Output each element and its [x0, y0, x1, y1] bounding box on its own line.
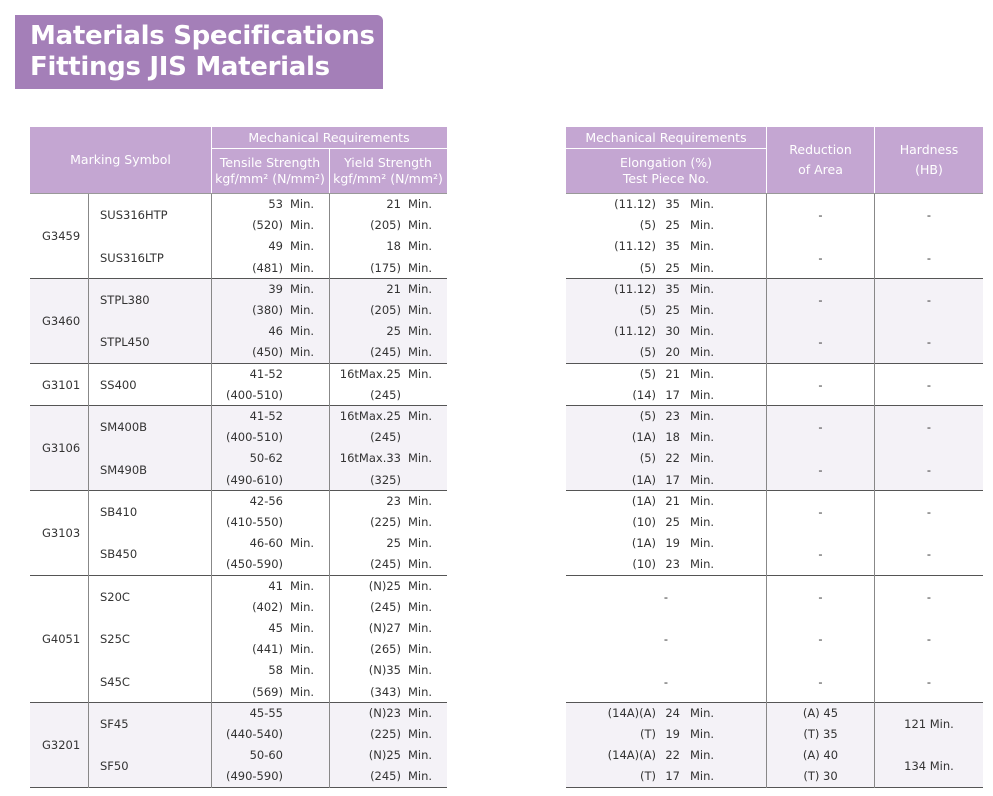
tensile-min: Min. [290, 578, 315, 593]
elongation-test-piece: (5) [639, 260, 656, 275]
tensile-min: Min. [290, 684, 315, 699]
elongation-value: 23 [665, 409, 680, 423]
yield-value: (175) [370, 260, 401, 275]
jis-code: G3106 [42, 441, 81, 456]
tensile-min: Min. [290, 599, 315, 614]
tensile-value: (450) [252, 345, 283, 360]
yield-value: (225) [370, 727, 401, 741]
yield-min: Min. [408, 599, 433, 614]
yield-value: (N)23 [368, 705, 401, 720]
elongation-test-piece: (1A) [631, 430, 656, 445]
reduction-value: - [818, 377, 823, 392]
yield-min: Min. [408, 663, 433, 678]
column-divider [88, 194, 89, 788]
elongation-value: 21 [665, 366, 680, 381]
yield-min: Min. [408, 536, 433, 551]
elongation-test-piece: (14A)(A) [607, 705, 656, 720]
yield-min: Min. [408, 557, 433, 572]
elongation-min: Min. [690, 769, 715, 784]
header-tensile-strength: Tensile Strength kgf/mm² (N/mm²) [211, 149, 329, 193]
elongation-min: Min. [690, 281, 715, 296]
tensile-min: Min. [290, 642, 315, 657]
elongation-min: Min. [690, 705, 715, 720]
elongation-min: Min. [690, 451, 715, 466]
tensile-value: (380) [252, 303, 283, 317]
hardness-value: - [926, 250, 932, 265]
yield-value: (245) [370, 345, 401, 360]
tensile-value: 41-52 [249, 409, 283, 423]
elongation-min: Min. [690, 536, 715, 551]
tensile-value: 42-56 [249, 493, 283, 508]
elongation-value: 35 [665, 197, 680, 211]
elongation-min: Min. [690, 260, 715, 275]
elongation-test-piece: (1A) [631, 493, 656, 508]
elongation-test-piece: (5) [639, 218, 656, 233]
reduction-value: - [818, 335, 823, 350]
hardness-value: 134 Min. [904, 759, 954, 774]
elongation-test-piece: (5) [639, 345, 656, 360]
yield-value: (265) [370, 642, 401, 657]
tensile-value: 50-60 [249, 748, 283, 763]
yield-min: Min. [408, 281, 433, 296]
yield-value: (245) [370, 599, 401, 614]
yield-min: Min. [408, 197, 433, 211]
elongation-test-piece: (1A) [631, 472, 656, 487]
yield-value: (245) [370, 769, 401, 784]
elongation-value: 25 [665, 515, 680, 529]
tensile-value: (481) [252, 260, 283, 275]
elongation-value: 22 [665, 451, 680, 466]
tensile-value: (400-510) [225, 387, 283, 402]
header-elongation: Elongation (%) Test Piece No. [566, 149, 766, 193]
reduction-value: - [818, 462, 823, 477]
reduction-value: - [818, 547, 823, 562]
marking-symbol: S25C [100, 632, 130, 647]
yield-value: 21 [386, 197, 401, 211]
marking-symbol: STPL380 [100, 293, 150, 307]
tensile-value: 50-62 [249, 451, 283, 466]
yield-value: 16tMax.25 [339, 409, 401, 423]
elongation-min: Min. [690, 409, 715, 423]
elongation-value: 23 [665, 557, 680, 572]
group-divider [30, 405, 447, 406]
elongation-min: Min. [690, 324, 715, 339]
elongation-min: Min. [690, 472, 715, 487]
tensile-value: (402) [252, 599, 283, 614]
reduction-value: (T) 30 [803, 769, 838, 784]
hardness-value: - [926, 377, 932, 392]
tensile-value: (410-550) [225, 515, 283, 529]
tensile-value: (520) [252, 218, 283, 233]
yield-min: Min. [408, 451, 433, 466]
tensile-value: 58 [268, 663, 283, 678]
elongation-min: Min. [690, 218, 715, 233]
elongation-min: Min. [690, 239, 715, 254]
group-divider [30, 363, 447, 364]
tensile-value: 41-52 [249, 366, 283, 381]
group-divider [566, 490, 983, 491]
elongation-test-piece: (5) [639, 303, 656, 317]
group-divider [566, 702, 983, 703]
yield-value: 21 [386, 281, 401, 296]
hardness-value: - [926, 632, 932, 647]
elongation-value: 25 [665, 260, 680, 275]
marking-symbol: S20C [100, 589, 130, 604]
yield-value: (N)35 [368, 663, 401, 678]
hardness-value: - [926, 462, 932, 477]
yield-value: (245) [370, 557, 401, 572]
yield-value: (205) [370, 303, 401, 317]
yield-min: Min. [408, 578, 433, 593]
elongation-min: Min. [690, 727, 715, 741]
yield-value: (N)25 [368, 748, 401, 763]
marking-symbol: SUS316LTP [100, 250, 164, 265]
elongation-value: 21 [665, 493, 680, 508]
yield-value: (343) [370, 684, 401, 699]
header-hardness: Hardness (HB) [875, 127, 983, 193]
elongation-dash: - [663, 589, 669, 604]
elongation-min: Min. [690, 493, 715, 508]
tensile-min: Min. [290, 536, 315, 551]
tensile-min: Min. [290, 324, 315, 339]
tensile-value: 45 [268, 621, 283, 635]
yield-min: Min. [408, 621, 433, 635]
reduction-value: (A) 40 [802, 748, 839, 763]
reduction-value: - [818, 208, 823, 223]
yield-value: 23 [386, 493, 401, 508]
column-divider [766, 194, 767, 788]
elongation-test-piece: (11.12) [614, 239, 656, 254]
elongation-min: Min. [690, 345, 715, 360]
reduction-value: (T) 35 [803, 727, 838, 741]
yield-value: (N)27 [368, 621, 401, 635]
tensile-value: (490-590) [225, 769, 283, 784]
elongation-test-piece: (5) [639, 366, 656, 381]
header-yield-strength: Yield Strength kgf/mm² (N/mm²) [329, 149, 447, 193]
jis-code: G3460 [42, 314, 81, 329]
tensile-value: 53 [268, 197, 283, 211]
hardness-value: 121 Min. [904, 717, 954, 731]
elongation-test-piece: (5) [639, 451, 656, 466]
tensile-value: 46-60 [249, 536, 283, 551]
yield-min: Min. [408, 303, 433, 317]
elongation-value: 17 [665, 472, 680, 487]
tensile-value: (441) [252, 642, 283, 657]
elongation-value: 22 [665, 748, 680, 763]
tensile-value: (569) [252, 684, 283, 699]
yield-value: (205) [370, 218, 401, 233]
title-banner [15, 15, 425, 89]
tensile-value: 49 [268, 239, 283, 254]
page-title-line-1: Materials Specifications for [30, 21, 425, 51]
reduction-value: - [818, 589, 823, 604]
group-divider [30, 702, 447, 703]
elongation-test-piece: (10) [632, 557, 656, 572]
yield-min: Min. [408, 493, 433, 508]
tensile-value: (450-590) [225, 557, 283, 572]
elongation-value: 19 [665, 727, 680, 741]
tensile-min: Min. [290, 663, 315, 678]
elongation-test-piece: (14) [632, 387, 656, 402]
elongation-test-piece: (10) [632, 515, 656, 529]
elongation-value: 25 [665, 218, 680, 233]
tensile-min: Min. [290, 621, 315, 635]
reduction-value: - [818, 632, 823, 647]
tensile-value: 45-55 [249, 705, 283, 720]
group-divider [566, 405, 983, 406]
tensile-value: 41 [268, 578, 283, 593]
tensile-value: (490-610) [225, 472, 283, 487]
elongation-value: 24 [665, 705, 680, 720]
marking-symbol: S45C [100, 674, 130, 689]
elongation-value: 35 [665, 281, 680, 296]
yield-min: Min. [408, 684, 433, 699]
yield-value: (245) [370, 387, 401, 402]
elongation-value: 30 [665, 324, 680, 339]
marking-symbol: SM490B [100, 462, 148, 477]
group-divider [30, 787, 447, 788]
tensile-min: Min. [290, 239, 315, 254]
yield-value: 25 [386, 536, 401, 551]
elongation-test-piece: (11.12) [614, 324, 656, 339]
tensile-value: (400-510) [225, 430, 283, 445]
reduction-value: (A) 45 [802, 705, 839, 720]
group-divider [30, 490, 447, 491]
yield-value: (245) [370, 430, 401, 445]
reduction-value: - [818, 420, 823, 435]
elongation-value: 35 [665, 239, 680, 254]
hardness-value: - [926, 420, 932, 435]
elongation-test-piece: (11.12) [614, 197, 656, 211]
yield-value: (325) [370, 472, 401, 487]
group-divider [30, 575, 447, 576]
jis-code: G3201 [42, 738, 81, 753]
yield-min: Min. [408, 748, 433, 763]
elongation-value: 20 [665, 345, 680, 360]
elongation-test-piece: (14A)(A) [607, 748, 656, 763]
elongation-min: Min. [690, 387, 715, 402]
tensile-value: 46 [268, 324, 283, 339]
elongation-min: Min. [690, 303, 715, 317]
hardness-value: - [926, 547, 932, 562]
yield-value: 25 [386, 324, 401, 339]
elongation-min: Min. [690, 366, 715, 381]
column-divider [874, 194, 875, 788]
tensile-min: Min. [290, 303, 315, 317]
marking-symbol: SB450 [100, 547, 138, 562]
tensile-value: (440-540) [225, 727, 283, 741]
yield-min: Min. [408, 642, 433, 657]
elongation-min: Min. [690, 557, 715, 572]
yield-value: (N)25 [368, 578, 401, 593]
yield-min: Min. [408, 218, 433, 233]
yield-min: Min. [408, 409, 433, 423]
header-marking-symbol: Marking Symbol [30, 127, 211, 193]
yield-value: 16tMax.25 [339, 366, 401, 381]
elongation-value: 18 [665, 430, 680, 445]
elongation-min: Min. [690, 430, 715, 445]
yield-min: Min. [408, 345, 433, 360]
yield-min: Min. [408, 727, 433, 741]
group-divider [566, 278, 983, 279]
elongation-value: 19 [665, 536, 680, 551]
jis-code: G3103 [42, 526, 81, 541]
elongation-dash: - [663, 632, 669, 647]
group-divider [566, 575, 983, 576]
elongation-value: 25 [665, 303, 680, 317]
elongation-test-piece: (5) [639, 409, 656, 423]
tensile-min: Min. [290, 197, 315, 211]
marking-symbol: SM400B [100, 420, 148, 435]
marking-symbol: SF45 [100, 717, 129, 731]
elongation-min: Min. [690, 515, 715, 529]
tensile-min: Min. [290, 281, 315, 296]
group-divider [566, 787, 983, 788]
yield-min: Min. [408, 239, 433, 254]
yield-min: Min. [408, 515, 433, 529]
header-divider [566, 193, 983, 194]
tensile-min: Min. [290, 260, 315, 275]
yield-min: Min. [408, 769, 433, 784]
marking-symbol: SB410 [100, 505, 138, 519]
header-divider [30, 193, 447, 194]
elongation-test-piece: (T) [640, 769, 656, 784]
elongation-value: 17 [665, 387, 680, 402]
header-reduction-of-area: Reduction of Area [767, 127, 874, 193]
hardness-value: - [926, 505, 932, 519]
marking-symbol: SS400 [100, 377, 137, 392]
page-title-line-2: Fittings JIS Materials [30, 52, 330, 82]
header-mechanical-requirements-right: Mechanical Requirements [566, 127, 766, 148]
yield-min: Min. [408, 366, 433, 381]
jis-code: G4051 [42, 632, 81, 647]
yield-value: (225) [370, 515, 401, 529]
hardness-value: - [926, 335, 932, 350]
marking-symbol: SUS316HTP [100, 208, 168, 223]
elongation-test-piece: (1A) [631, 536, 656, 551]
jis-code: G3459 [42, 229, 81, 244]
reduction-value: - [818, 250, 823, 265]
hardness-value: - [926, 674, 932, 689]
tensile-min: Min. [290, 218, 315, 233]
yield-value: 16tMax.33 [339, 451, 401, 466]
elongation-dash: - [663, 674, 669, 689]
jis-code: G3101 [42, 377, 81, 392]
group-divider [30, 278, 447, 279]
hardness-value: - [926, 589, 932, 604]
reduction-value: - [818, 674, 823, 689]
yield-min: Min. [408, 324, 433, 339]
elongation-test-piece: (T) [640, 727, 656, 741]
yield-min: Min. [408, 705, 433, 720]
reduction-value: - [818, 293, 823, 307]
reduction-value: - [818, 505, 823, 519]
tensile-min: Min. [290, 345, 315, 360]
marking-symbol: STPL450 [100, 335, 150, 350]
yield-min: Min. [408, 260, 433, 275]
header-mechanical-requirements-left: Mechanical Requirements [211, 127, 447, 148]
group-divider [566, 363, 983, 364]
tensile-value: 39 [268, 281, 283, 296]
hardness-value: - [926, 293, 932, 307]
elongation-min: Min. [690, 197, 715, 211]
hardness-value: - [926, 208, 932, 223]
elongation-value: 17 [665, 769, 680, 784]
marking-symbol: SF50 [100, 759, 129, 774]
yield-value: 18 [386, 239, 401, 254]
elongation-min: Min. [690, 748, 715, 763]
elongation-test-piece: (11.12) [614, 281, 656, 296]
